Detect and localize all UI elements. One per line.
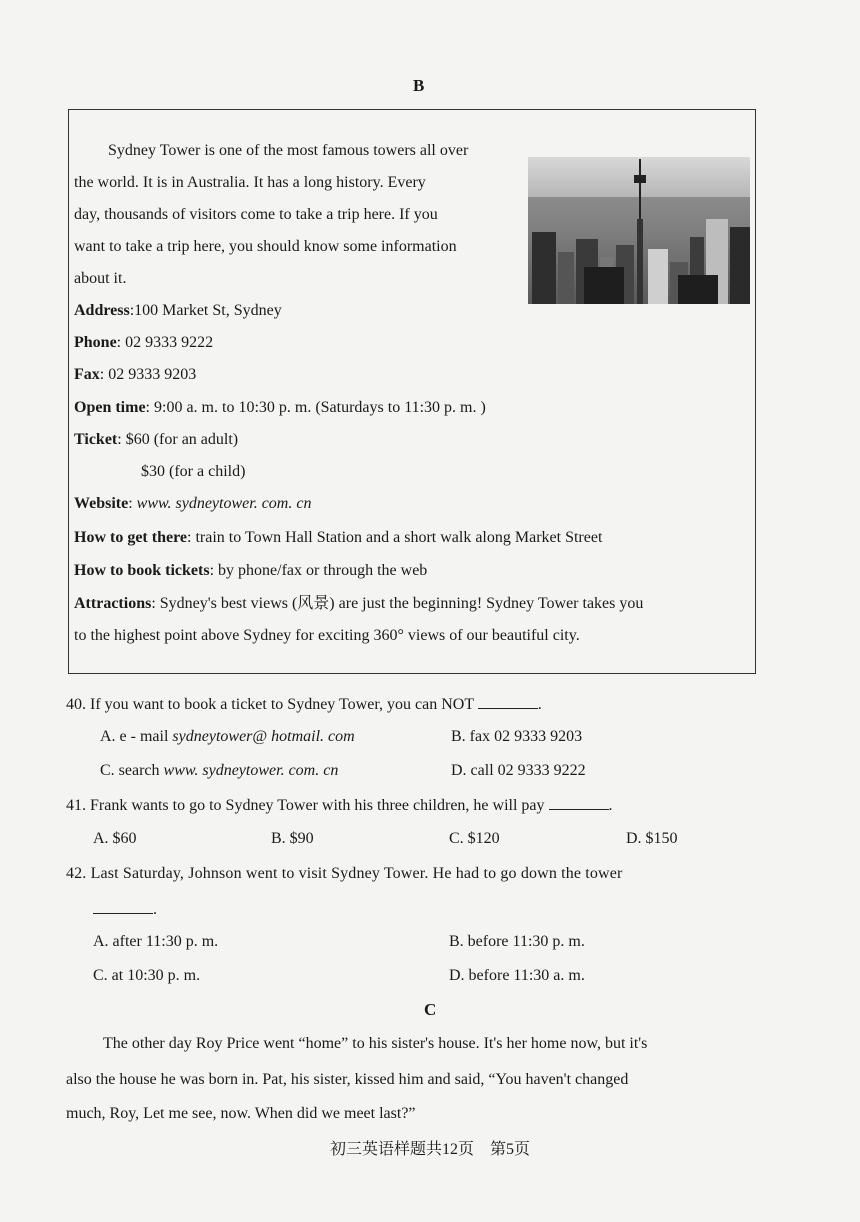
passage-c-line-2: also the house he was born in. Pat, his sister, kissed him and said, “You haven't changed — [66, 1071, 629, 1088]
intro-line-4: want to take a trip here, you should know some information — [74, 238, 457, 255]
option-42-a: A. after 11:30 p. m. — [93, 933, 219, 950]
option-40-a — [100, 727, 355, 747]
sydney-skyline-photo — [528, 157, 750, 304]
phone-row: Phone: 02 9333 9222 — [74, 334, 214, 351]
option-40-b: B. fax 02 9333 9203 — [451, 728, 583, 745]
option-41-c: C. $120 — [449, 830, 500, 847]
section-b-heading: B — [413, 76, 425, 95]
intro-line-5: about it. — [74, 270, 127, 287]
website-row: Website: www. sydneytower. com. cn — [74, 495, 312, 512]
passage-c-line-3: much, Roy, Let me see, now. When did we meet last?” — [66, 1105, 416, 1122]
question-42-stem: 42. Last Saturday, Johnson went to visit Sydney Tower. He had to go down the tower — [66, 865, 623, 882]
address-label: Address — [74, 302, 130, 319]
attractions-row: Attractions: Sydney's best views (风景) are just the beginning! Sydney Tower takes you — [74, 595, 644, 612]
how-to-book-row: How to book tickets: by phone/fax or through the web — [74, 562, 428, 579]
option-41-d: D. $150 — [626, 830, 678, 847]
intro-line-3: day, thousands of visitors come to take a trip here. If you — [74, 206, 438, 223]
attractions-label: Attractions — [74, 595, 152, 612]
phone-value: 02 9333 9222 — [125, 334, 214, 351]
address-value: 100 Market St, Sydney — [134, 302, 282, 319]
ticket-row: Ticket: $60 (for an adult) — [74, 431, 239, 448]
fax-value: 02 9333 9203 — [108, 366, 197, 383]
how-to-book-label: How to book tickets — [74, 562, 210, 579]
passage-c-line-1: The other day Roy Price went “home” to his sister's house. It's her home now, but it's — [103, 1035, 648, 1052]
option-40-c — [100, 761, 338, 781]
how-to-get-label: How to get there — [74, 529, 187, 546]
option-40-a-email: sydneytower@ hotmail. com — [172, 728, 355, 745]
address-row: Address:100 Market St, Sydney — [74, 302, 282, 319]
how-to-get-value: train to Town Hall Station and a short walk along Market Street — [195, 529, 603, 546]
how-to-book-value: by phone/fax or through the web — [218, 562, 428, 579]
website-label: Website — [74, 495, 129, 512]
question-40: 40. If you want to book a ticket to Sydney Tower, you can NOT . — [66, 696, 542, 713]
open-time-label: Open time — [74, 399, 146, 416]
how-to-get-row: How to get there: train to Town Hall Station and a short walk along Market Street — [74, 529, 603, 546]
page-footer: 初三英语样题共12页 第5页 — [329, 1141, 530, 1158]
ticket-adult: $60 (for an adult) — [125, 431, 239, 448]
answer-blank — [549, 795, 609, 810]
fax-row: Fax: 02 9333 9203 — [74, 366, 197, 383]
intro-line-2: the world. It is in Australia. It has a long history. Every — [74, 174, 426, 191]
website-value: www. sydneytower. com. cn — [136, 495, 312, 512]
skyline-image — [528, 157, 750, 304]
option-40-c-url: www. sydneytower. com. cn — [163, 762, 339, 779]
option-41-a: A. $60 — [93, 830, 137, 847]
question-42-blank: . — [93, 899, 157, 920]
option-42-c: C. at 10:30 p. m. — [93, 967, 201, 984]
ticket-label: Ticket — [74, 431, 118, 448]
fax-label: Fax — [74, 366, 100, 383]
option-42-b: B. before 11:30 p. m. — [449, 933, 585, 950]
section-c-heading: C — [424, 1000, 437, 1019]
answer-blank — [93, 899, 153, 914]
attractions-line-1: Sydney's best views (风景) are just the beginning! Sydney Tower takes you — [159, 595, 644, 612]
option-40-a-prefix: A. e - mail — [100, 728, 173, 745]
intro-line-1: Sydney Tower is one of the most famous towers all over — [108, 142, 469, 159]
ticket-child: $30 (for a child) — [141, 463, 246, 480]
attractions-line-2: to the highest point above Sydney for exciting 360° views of our beautiful city. — [74, 627, 580, 644]
option-40-c-prefix: C. search — [100, 762, 164, 779]
answer-blank — [478, 694, 538, 709]
option-42-d: D. before 11:30 a. m. — [449, 967, 585, 984]
question-40-stem: 40. If you want to book a ticket to Sydney Tower, you can NOT — [66, 696, 474, 713]
option-40-d: D. call 02 9333 9222 — [451, 762, 586, 779]
question-41-stem: 41. Frank wants to go to Sydney Tower with his three children, he will pay — [66, 797, 545, 814]
option-41-b: B. $90 — [271, 830, 314, 847]
open-time-value: 9:00 a. m. to 10:30 p. m. (Saturdays to 11:30 p. m. ) — [154, 399, 486, 416]
phone-label: Phone — [74, 334, 117, 351]
open-time-row: Open time: 9:00 a. m. to 10:30 p. m. (Saturdays to 11:30 p. m. ) — [74, 399, 486, 416]
question-41: 41. Frank wants to go to Sydney Tower with his three children, he will pay . — [66, 797, 613, 814]
